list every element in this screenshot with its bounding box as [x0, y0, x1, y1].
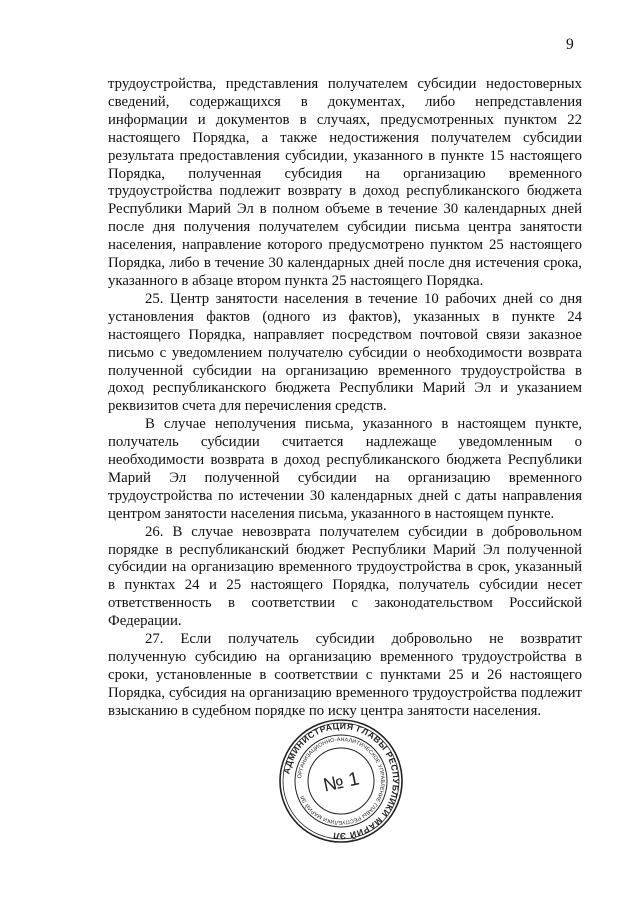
- paragraph-item-26: 26. В случае невозврата получателем субсидии в добровольном порядке в республиканский бюджет Республики Марий Эл полученной субсидии на организацию временного трудоустройства в срок, указанный в пунктах 24 и 25 настоящего Порядка, получатель субсидии несет ответственность в соответствии с законодательством Российской Федерации.: [108, 523, 582, 630]
- paragraph-item-25: 25. Центр занятости населения в течение 10 рабочих дней со дня установления фактов (одного из фактов), указанных в пункте 24 настоящего Порядка, направляет посредством почтовой связи заказное письмо с уведомлением получателю субсидии о необходимости возврата полученной субсидии на организацию временного трудоустройства в доход республиканского бюджета Республики Марий Эл и указанием реквизитов счета для перечисления средств.: [108, 290, 582, 415]
- page-number: 9: [566, 36, 574, 53]
- seal-outer-text: АДМИНИСТРАЦИЯ ГЛАВЫ РЕСПУБЛИКИ МАРИЙ ЭЛ: [281, 720, 402, 842]
- paragraph-item-27: 27. Если получатель субсидии добровольно не возвратит полученную субсидию на организацию временного трудоустройства в сроки, установленные в соответствии с пунктами 25 и 26 настоящего Порядка, субсидия на организацию временного трудоустройства подлежит взысканию в судебном порядке по иску центра занятости населения.: [108, 631, 582, 719]
- seal-graphic: [278, 718, 404, 844]
- seal-number: № 1: [321, 768, 362, 797]
- paragraph-continuation: трудоустройства, представления получателем субсидии недостоверных сведений, содержащихся в документах, либо непредставления информации и документов в случаях, предусмотренных пунктом 22 настоящего Порядка, а также недостижения получателем субсидии результата предоставления субсидии, указанного в пункте 15 настоящего Порядка, полученная субсидия на организацию временного трудоустройства подлежит возврату в доход республиканского бюджета Республики Марий Эл в полном объеме в течение 30 календарных дней после дня получения получателем субсидии письма центра занятости населения, направление которого предусмотрено пунктом 25 настоящего Порядка, либо в течение 30 календарных дней после дня истечения срока, указанного в абзаце втором пункта 25 настоящего Порядка.: [108, 76, 582, 289]
- document-body: [108, 76, 582, 721]
- paragraph-item-25-notice: В случае неполучения письма, указанного в настоящем пункте, получатель субсидии считается надлежаще уведомленным о необходимости возврата в доход республиканского бюджета Республики Марий Эл полученной субсидии на организацию временного трудоустройства по истечении 30 календарных дней с даты направления центром занятости населения письма, указанного в настоящем пункте.: [108, 416, 582, 522]
- seal-inner-text: ОРГАНИЗАЦИОННО-АНАЛИТИЧЕСКОЕ УПРАВЛЕНИЕ ГЛАВЫ РЕСПУБЛИКИ МАРИЙ ЭЛ: [297, 736, 386, 826]
- official-seal-stamp: [278, 718, 404, 844]
